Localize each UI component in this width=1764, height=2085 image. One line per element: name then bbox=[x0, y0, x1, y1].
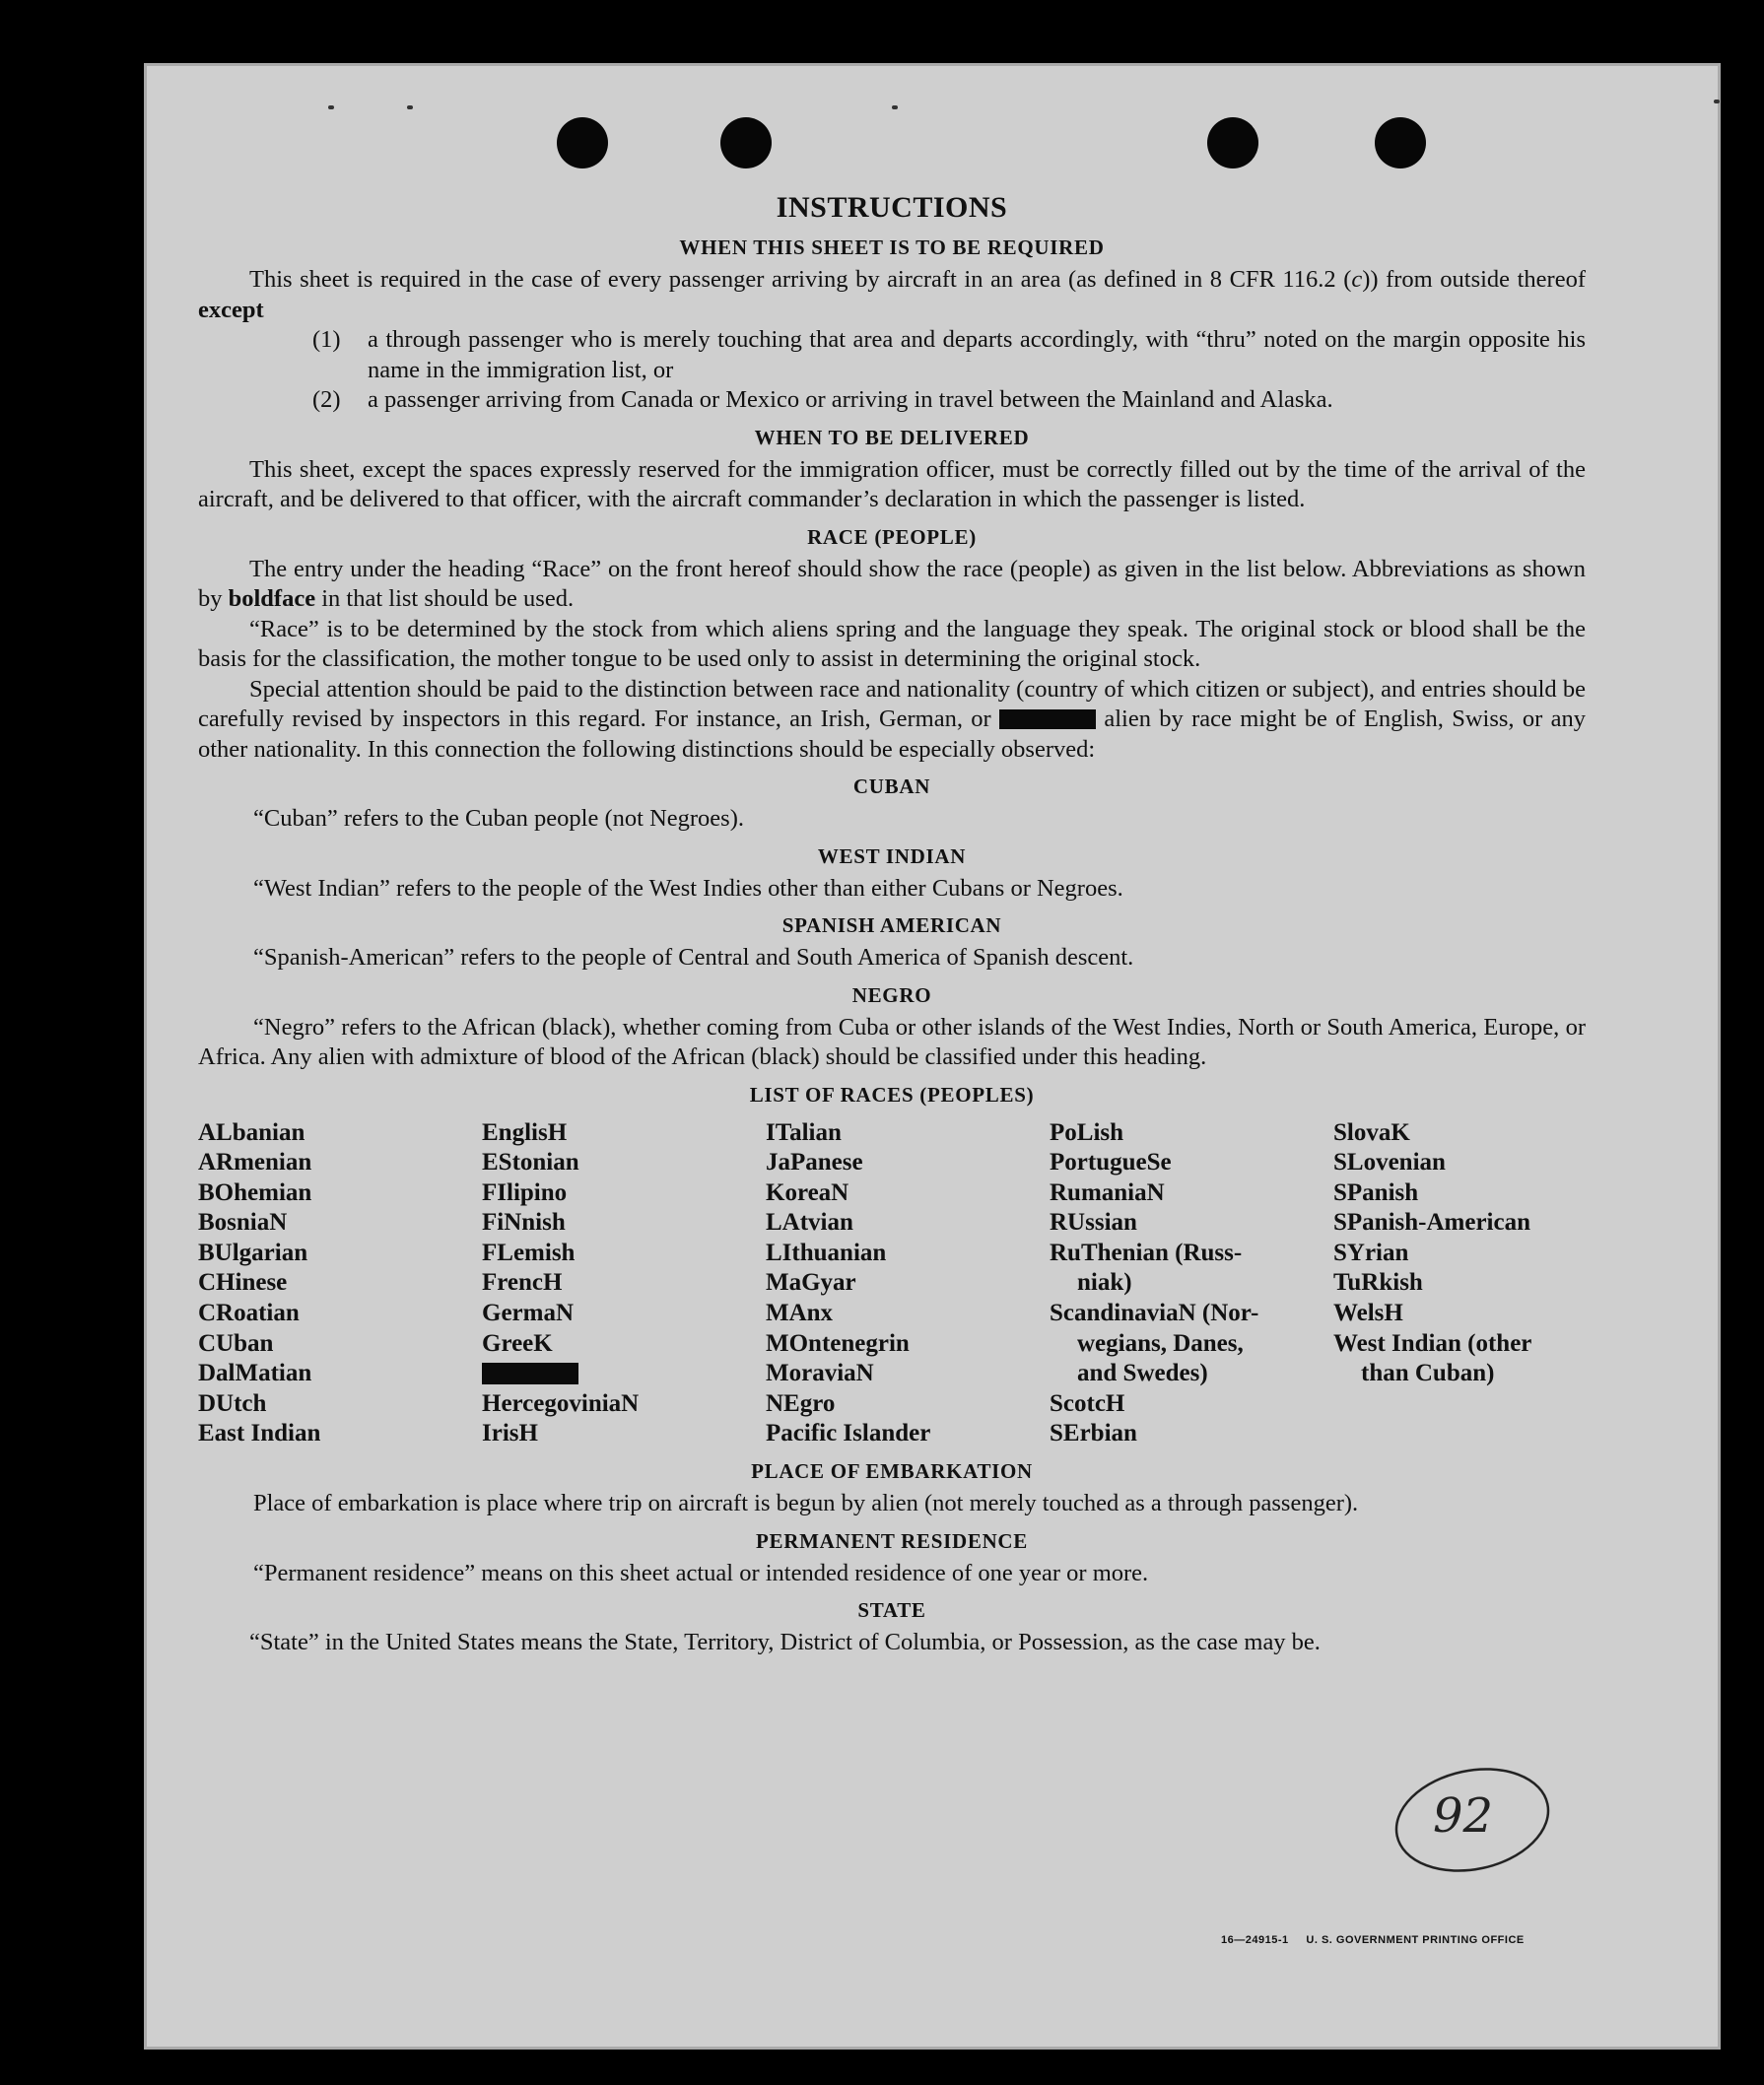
race-redacted bbox=[482, 1359, 766, 1389]
redaction-mark bbox=[999, 709, 1096, 729]
race-entry: ScotcH bbox=[1050, 1389, 1125, 1417]
races-column-4 bbox=[1050, 1118, 1333, 1450]
race-entry: East Indian bbox=[198, 1420, 321, 1447]
heading-spanish-american: SPANISH AMERICAN bbox=[781, 913, 1002, 937]
heading-race: RACE (PEOPLE) bbox=[807, 524, 977, 549]
race-entry: ScandinaviaN (Nor- bbox=[1050, 1300, 1259, 1327]
race-entry: EnglisH bbox=[482, 1118, 568, 1146]
race-entry: DalMatian bbox=[198, 1360, 312, 1387]
punch-hole bbox=[1375, 117, 1426, 168]
race-entry: SPanish-American bbox=[1333, 1209, 1530, 1237]
page-title: INSTRUCTIONS bbox=[776, 191, 1008, 224]
heading-negro: NEGRO bbox=[851, 982, 932, 1007]
embarkation-text: Place of embarkation is place where trip on aircraft is begun by alien (not merely touched as a through passenger). bbox=[253, 1490, 1359, 1517]
race-entry: HercegoviniaN bbox=[482, 1389, 640, 1417]
race-entry: ALbanian bbox=[198, 1118, 305, 1146]
punch-hole bbox=[720, 117, 772, 168]
race-entry: RuThenian (Russ- bbox=[1050, 1239, 1243, 1266]
footer-print-line bbox=[1221, 1934, 1525, 1946]
race-entry: BOhemian bbox=[198, 1178, 312, 1206]
race-entry: SlovaK bbox=[1333, 1118, 1410, 1146]
race-entry: ITalian bbox=[766, 1118, 842, 1146]
exception-item-2: (2) a passenger arriving from Canada or Mexico or arriving in travel between the Mainland and Alaska. bbox=[312, 386, 1333, 413]
races-column-3 bbox=[766, 1118, 1050, 1450]
cuban-text: “Cuban” refers to the Cuban people (not Negroes). bbox=[253, 805, 744, 832]
race-entry: MaGyar bbox=[766, 1269, 856, 1297]
punch-hole bbox=[1207, 117, 1258, 168]
required-intro: This sheet is required in the case of every passenger arriving by aircraft in an area (as defined in 8 CFR 116.2 (c)) from outside thereof except bbox=[198, 266, 1586, 323]
race-entry: FrencH bbox=[482, 1269, 563, 1297]
redaction-mark bbox=[482, 1363, 578, 1384]
race-entry: DUtch bbox=[198, 1389, 267, 1417]
heading-cuban: CUBAN bbox=[852, 774, 931, 798]
instructions-body bbox=[198, 190, 1586, 1658]
permanent-residence-text: “Permanent residence” means on this sheet actual or intended residence of one year or more. bbox=[253, 1559, 1149, 1586]
speck bbox=[1714, 100, 1720, 103]
race-entry: and Swedes) bbox=[1077, 1360, 1208, 1387]
race-entry: GreeK bbox=[482, 1329, 553, 1357]
heading-state: STATE bbox=[857, 1598, 926, 1623]
race-paragraph-3: Special attention should be paid to the distinction between race and nationality (country of which citizen or subject), and entries should be carefully revised by inspectors in this regard. For instance, an Irish, German, or alien by race might be of English, Swiss, or any other nationality. In this connection the following distinctions should be especially observed: bbox=[198, 675, 1586, 763]
races-column-2 bbox=[482, 1118, 766, 1450]
race-entry: SErbian bbox=[1050, 1420, 1137, 1447]
race-entry: LIthuanian bbox=[766, 1239, 887, 1266]
races-column-5 bbox=[1333, 1118, 1586, 1450]
heading-embarkation: PLACE OF EMBARKATION bbox=[751, 1459, 1033, 1484]
race-entry: RUssian bbox=[1050, 1209, 1137, 1237]
race-entry: LAtvian bbox=[766, 1209, 853, 1237]
race-entry: FIlipino bbox=[482, 1178, 568, 1206]
west-indian-text: “West Indian” refers to the people of the West Indies other than either Cubans or Negroes. bbox=[253, 874, 1123, 902]
race-entry: CUban bbox=[198, 1329, 274, 1357]
delivered-text: This sheet, except the spaces expressly reserved for the immigration officer, must be correctly filled out by the time of the arrival of the aircraft, and be delivered to that officer, with the aircraft commander’s declaration in which the passenger is listed. bbox=[198, 455, 1586, 512]
negro-text: “Negro” refers to the African (black), whether coming from Cuba or other islands of the West Indies, North or South America, Europe, or Africa. Any alien with admixture of blood of the African (black) should be classified under this heading. bbox=[198, 1013, 1586, 1070]
races-column-1 bbox=[198, 1118, 482, 1450]
race-entry: Pacific Islander bbox=[766, 1420, 931, 1447]
races-list bbox=[198, 1118, 1586, 1450]
exception-item-1: (1) a through passenger who is merely touching that area and departs accordingly, with “thru” noted on the margin opposite his name in the immigration list, or bbox=[312, 326, 1586, 383]
spanish-american-text: “Spanish-American” refers to the people of Central and South America of Spanish descent. bbox=[253, 944, 1134, 971]
form-number: 16—24915-1 bbox=[1221, 1934, 1289, 1946]
race-entry: FLemish bbox=[482, 1239, 576, 1266]
speck bbox=[407, 105, 413, 109]
race-entry: NEgro bbox=[766, 1389, 836, 1417]
race-entry: RumaniaN bbox=[1050, 1178, 1165, 1206]
race-entry: JaPanese bbox=[766, 1149, 863, 1177]
race-entry: wegians, Danes, bbox=[1077, 1329, 1244, 1357]
race-entry: CHinese bbox=[198, 1269, 288, 1297]
race-entry: MAnx bbox=[766, 1300, 834, 1327]
race-entry: IrisH bbox=[482, 1420, 538, 1447]
race-entry: WelsH bbox=[1333, 1300, 1403, 1327]
state-text: “State” in the United States means the State, Territory, District of Columbia, or Possession, as the case may be. bbox=[249, 1629, 1321, 1656]
race-entry: CRoatian bbox=[198, 1300, 300, 1327]
race-entry: than Cuban) bbox=[1361, 1360, 1495, 1387]
race-entry: GermaN bbox=[482, 1300, 575, 1327]
race-paragraph-1: The entry under the heading “Race” on the front hereof should show the race (people) as given in the list below. Abbreviations as shown by boldface in that list should be used. bbox=[198, 555, 1586, 612]
heading-west-indian: WEST INDIAN bbox=[817, 843, 967, 868]
heading-delivered: WHEN TO BE DELIVERED bbox=[754, 425, 1030, 449]
handwritten-note-text: 92 bbox=[1433, 1788, 1494, 1844]
race-entry: EStonian bbox=[482, 1149, 579, 1177]
punch-hole bbox=[557, 117, 608, 168]
race-entry: PortugueSe bbox=[1050, 1149, 1172, 1177]
handwritten-circled-note bbox=[1389, 1761, 1556, 1884]
heading-required: WHEN THIS SHEET IS TO BE REQUIRED bbox=[679, 235, 1105, 259]
race-entry: SYrian bbox=[1333, 1239, 1409, 1266]
heading-list-of-races: LIST OF RACES (PEOPLES) bbox=[749, 1082, 1035, 1107]
race-entry: PoLish bbox=[1050, 1118, 1124, 1146]
race-entry: niak) bbox=[1077, 1269, 1132, 1297]
race-entry: BUlgarian bbox=[198, 1239, 308, 1266]
document-page bbox=[144, 63, 1721, 2050]
race-entry: ARmenian bbox=[198, 1149, 312, 1177]
race-paragraph-2: “Race” is to be determined by the stock from which aliens spring and the language they speak. The original stock or blood shall be the basis for the classification, the mother tongue to be used only to assist in determining the original stock. bbox=[198, 615, 1586, 672]
race-entry: KoreaN bbox=[766, 1178, 849, 1206]
speck bbox=[892, 105, 898, 109]
race-entry: BosniaN bbox=[198, 1209, 288, 1237]
race-entry: SPanish bbox=[1333, 1178, 1419, 1206]
race-entry: SLovenian bbox=[1333, 1149, 1446, 1177]
race-entry: West Indian (other bbox=[1333, 1329, 1532, 1357]
speck bbox=[328, 105, 334, 109]
heading-permanent-residence: PERMANENT RESIDENCE bbox=[755, 1528, 1029, 1553]
race-entry: TuRkish bbox=[1333, 1269, 1423, 1297]
printer-imprint: U. S. GOVERNMENT PRINTING OFFICE bbox=[1306, 1934, 1525, 1946]
race-entry: FiNnish bbox=[482, 1209, 566, 1237]
race-entry: MoraviaN bbox=[766, 1360, 874, 1387]
race-entry: MOntenegrin bbox=[766, 1329, 910, 1357]
